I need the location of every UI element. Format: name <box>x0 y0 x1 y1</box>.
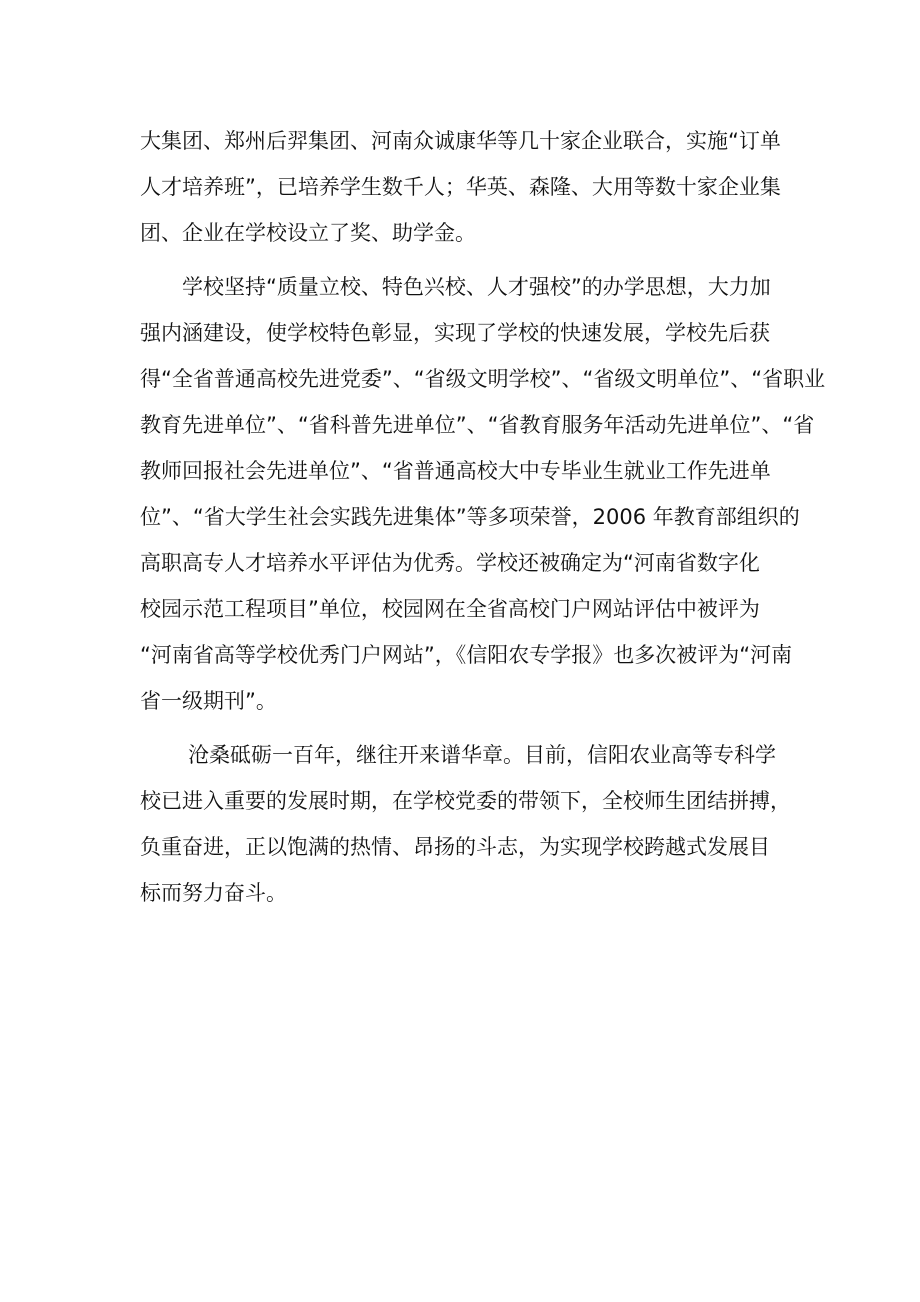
paragraph-2-line: 校园示范工程项目”单位，校园网在全省高校门户网站评估中被评为 <box>140 597 760 621</box>
paragraph-2-line: “河南省高等学校优秀门户网站”，《信阳农专学报》也多次被评为“河南 <box>140 643 793 667</box>
paragraph-2-line: 教育先进单位”、“省科普先进单位”、“省教育服务年活动先进单位”、“省 <box>140 413 815 437</box>
paragraph-1-line: 大集团、郑州后羿集团、河南众诚康华等几十家企业联合，实施“订单 <box>140 129 781 153</box>
document-body <box>140 118 826 916</box>
paragraph-2-line: 强内涵建设，使学校特色彰显，实现了学校的快速发展，学校先后获 <box>140 321 770 345</box>
paragraph-2-line: 省一级期刊”。 <box>140 689 277 713</box>
paragraph-2 <box>140 264 826 724</box>
paragraph-2-line: 教师回报社会先进单位”、“省普通高校大中专毕业生就业工作先进单 <box>140 459 771 483</box>
paragraph-2-line: 得“全省普通高校先进党委”、“省级文明学校”、“省级文明单位”、“省职业 <box>140 367 826 391</box>
paragraph-1 <box>140 118 790 256</box>
paragraph-1-line: 人才培养班”，已培养学生数千人；华英、森隆、大用等数十家企业集 <box>140 175 781 199</box>
paragraph-2-line: 位”、“省大学生社会实践先进集体”等多项荣誉，2006 年教育部组织的 <box>140 505 800 529</box>
paragraph-2-line: 学校坚持“质量立校、特色兴校、人才强校”的办学思想，大力加 <box>182 275 771 299</box>
paragraph-3 <box>140 732 790 916</box>
paragraph-3-line: 标而努力奋斗。 <box>140 881 287 905</box>
paragraph-3-line: 负重奋进，正以饱满的热情、昂扬的斗志，为实现学校跨越式发展目 <box>140 835 770 859</box>
paragraph-3-line: 沧桑砥砺一百年，继往开来谱华章。目前，信阳农业高等专科学 <box>188 743 776 767</box>
paragraph-3-line: 校已进入重要的发展时期，在学校党委的带领下，全校师生团结拼搏， <box>140 789 791 813</box>
paragraph-1-line: 团、企业在学校设立了奖、助学金。 <box>140 221 476 245</box>
paragraph-2-line: 高职高专人才培养水平评估为优秀。学校还被确定为“河南省数字化 <box>140 551 760 575</box>
